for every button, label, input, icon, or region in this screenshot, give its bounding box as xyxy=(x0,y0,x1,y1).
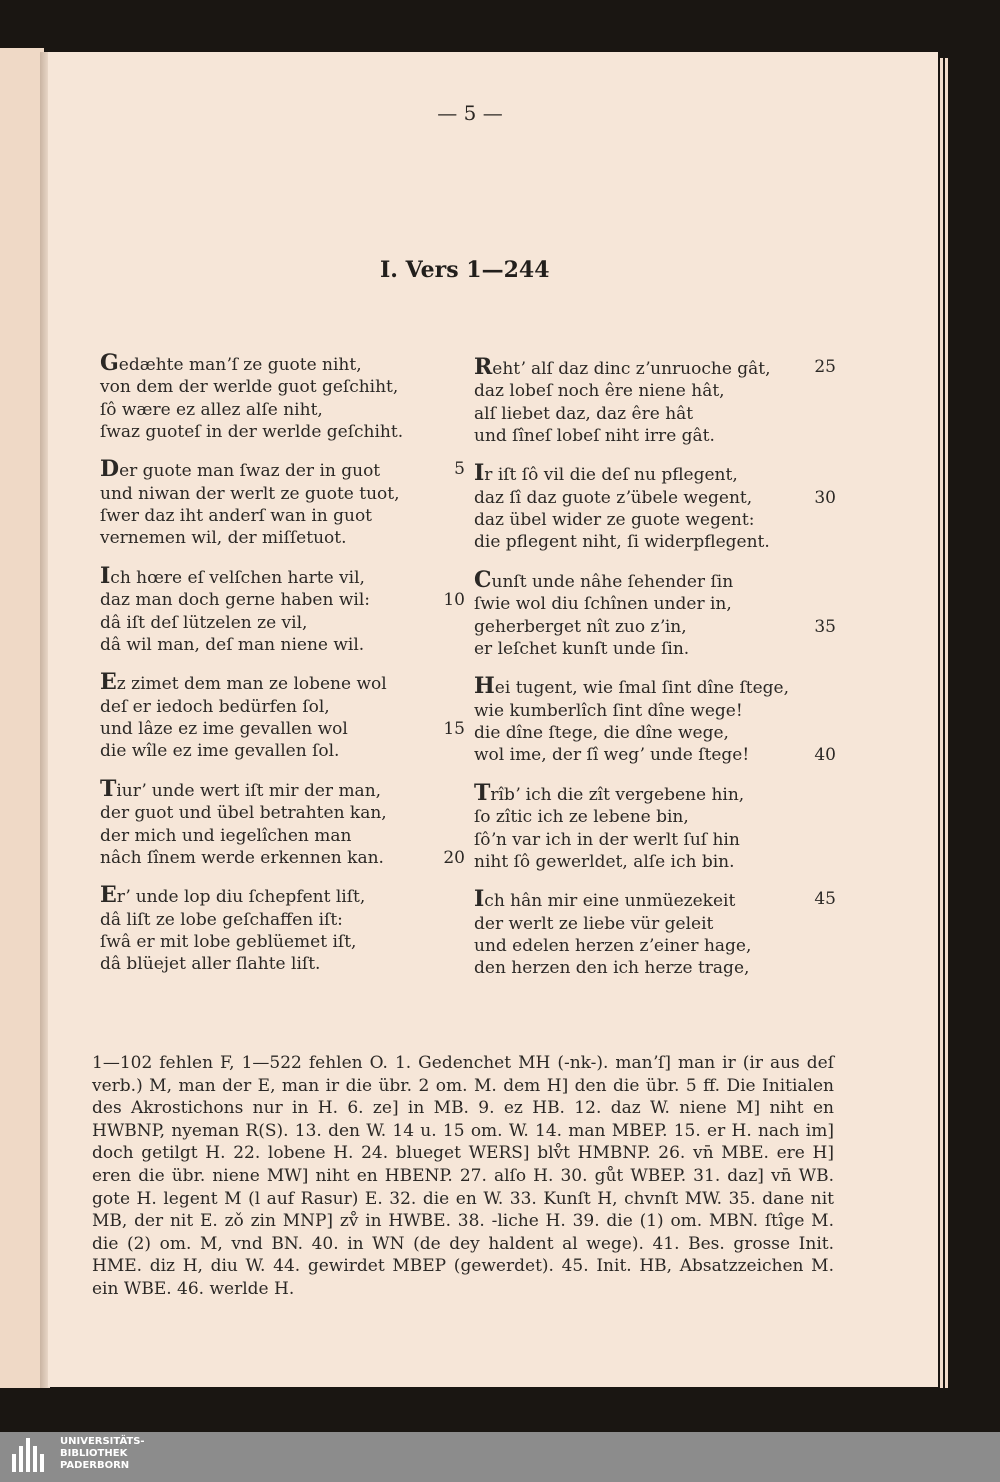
verse-line xyxy=(474,744,836,766)
verse-text: ſôʼn var ich in der werlt ſuſ hin xyxy=(474,829,740,850)
verse-line xyxy=(474,487,836,509)
verse-text: den herzen den ich herze trage, xyxy=(474,958,750,979)
verse-initial: T xyxy=(100,775,117,802)
verse-text: rʼ unde lop diu ſchepfent liſt, xyxy=(116,887,366,908)
verse-text: geherberget nît zuo zʼin, xyxy=(474,616,687,637)
verse-text: daz lobeſ noch êre niene hât, xyxy=(474,381,725,402)
verse-text: dâ liſt ze lobe geſchaffen iſt: xyxy=(100,909,343,930)
verse-initial: R xyxy=(474,354,493,380)
verse-line xyxy=(100,884,465,908)
stanza xyxy=(100,671,465,762)
verse-initial: I xyxy=(474,886,485,913)
verse-text: er leſchet kunſt unde ſin. xyxy=(474,638,690,659)
critical-apparatus: 1—102 fehlen F, 1—522 fehlen O. 1. Gedenchet MH (-nk-). manʼſ] man ir (ir aus deſ verb.) M, man der E, man ir die übr. 2 om. M. dem H] den die übr. 5 ff. Die Initialen des Akrostichons nur in H. 6. ze] in MB. 9. ez HB. 12. daz W. niene M] niht en HWBNP, nyeman R(S). 13. den W. 14 u. 15 om. W. 14. man MBEP. 15. er H. nach im] doch getilgt H. 22. lobene H. 24. blueget WERS] blv̊t HMBNP. 26. vn̄ MBE. ere H] eren die übr. niene MW] niht en HBENP. 27. alſo H. 30. gůt WBEP. 31. daz] vn̄ WB. gote H. legent M (l auf Rasur) E. 32. die en W. 33. Kunſt H, chvnſt MW. 35. dane nit MB, der nit E. zǒ zin MNP] zv̊ in HWBE. 38. -liche H. 39. die (1) om. MBN. ſtîge M. die (2) om. M, vnd BN. 40. in WN (de dey haldent al wege). 41. Bes. grosse Init. HME. diz H, diu W. 44. gewirdet MBEP (gewerdet). 45. Init. HB, Absatzzeichen M. ein WBE. 46. werlde H. xyxy=(92,1053,834,1299)
verse-line xyxy=(474,722,836,744)
verse-initial: T xyxy=(474,779,491,806)
verse-line xyxy=(100,399,465,421)
verse-line xyxy=(100,634,465,656)
verse-line xyxy=(474,700,836,722)
verse-line xyxy=(474,531,836,553)
verse-line xyxy=(474,957,836,979)
verse-line xyxy=(100,825,465,847)
verse-text: daz man doch gerne haben wil: xyxy=(100,590,370,611)
verse-line xyxy=(474,566,836,593)
verse-text: daz ſî daz guote zʼübele wegent, xyxy=(474,487,753,508)
verse-initial: E xyxy=(100,669,117,696)
page-edge xyxy=(940,58,943,1388)
verse-text: deſ er iedoch bedürfen ſol, xyxy=(100,696,330,717)
verse-line xyxy=(100,696,465,718)
verse-line xyxy=(474,638,836,660)
verse-line xyxy=(474,779,836,806)
verse-text: ſwer daz iht anderſ wan in guot xyxy=(100,506,373,527)
stanza xyxy=(474,566,836,660)
verse-line xyxy=(474,806,836,828)
verse-line xyxy=(100,802,465,824)
right-verse-column xyxy=(474,356,836,995)
stanza xyxy=(474,779,836,873)
stanza xyxy=(100,775,465,869)
verse-text: ei tugent, wie ſmal ſint dîne ſtege, xyxy=(494,678,790,699)
verse-text: vernemen wil, der miſſetuot. xyxy=(100,528,347,549)
verse-line xyxy=(100,718,465,740)
verse-text: ehtʼ alſ daz dinc zʼunruoche gât, xyxy=(492,359,771,379)
line-number: 20 xyxy=(443,847,465,868)
verse-text: dâ wil man, deſ man niene wil. xyxy=(100,634,365,655)
verse-initial: C xyxy=(474,566,492,593)
verse-line xyxy=(100,931,465,953)
verse-text: von dem der werlde guot geſchiht, xyxy=(100,377,399,398)
library-footer xyxy=(0,1432,1000,1482)
verse-line xyxy=(100,909,465,931)
verse-line xyxy=(100,376,465,398)
verse-line xyxy=(100,847,465,869)
page-edge xyxy=(945,58,948,1388)
verse-line xyxy=(100,458,465,482)
verse-initial: H xyxy=(474,673,495,700)
previous-page-edge xyxy=(0,48,44,1388)
verse-line xyxy=(474,593,836,615)
verse-initial: I xyxy=(474,460,485,487)
verse-text: z zimet dem man ze lobene wol xyxy=(116,674,387,695)
verse-text: und lâze ez ime gevallen wol xyxy=(100,719,348,740)
verse-text: alſ liebet daz, daz êre hât xyxy=(474,403,694,424)
verse-text: er guote man ſwaz der in guot xyxy=(119,461,381,482)
verse-line xyxy=(100,421,465,443)
verse-text: wol ime, der ſî wegʼ unde ſtege! xyxy=(474,745,750,766)
verse-text: iurʼ unde wert iſt mir der man, xyxy=(116,780,382,801)
stanza xyxy=(100,562,465,656)
verse-text: die dîne ſtege, die dîne wege, xyxy=(474,723,729,744)
line-number: 10 xyxy=(443,590,465,611)
line-number: 5 xyxy=(454,459,465,480)
verse-line xyxy=(100,352,465,376)
verse-text: dâ blüejet aller ſlahte liſt. xyxy=(100,954,321,975)
verse-line xyxy=(100,740,465,762)
verse-line xyxy=(100,483,465,505)
verse-text: wie kumberlîch ſint dîne wege! xyxy=(474,700,743,721)
verse-text: und niwan der werlt ze guote tuot, xyxy=(100,483,400,504)
verse-line xyxy=(100,671,465,695)
verse-line xyxy=(474,913,836,935)
line-number: 30 xyxy=(814,487,836,508)
verse-text: rîbʼ ich die zît vergebene hin, xyxy=(490,784,745,805)
verse-line xyxy=(474,675,836,699)
stanza xyxy=(100,352,465,443)
stanza xyxy=(474,356,836,447)
page-number: — 5 — xyxy=(437,101,503,125)
library-name: UNIVERSITÄTS- BIBLIOTHEK PADERBORN xyxy=(60,1436,145,1471)
verse-line xyxy=(474,509,836,531)
verse-line xyxy=(100,527,465,549)
verse-line xyxy=(100,953,465,975)
verse-initial: G xyxy=(100,350,119,376)
verse-line xyxy=(100,505,465,527)
verse-text: dâ iſt deſ lützelen ze vil, xyxy=(100,612,308,633)
line-number: 45 xyxy=(814,889,836,910)
verse-text: r iſt ſô vil die deſ nu pflegent, xyxy=(484,465,738,486)
stanza xyxy=(474,675,836,766)
verse-text: die pflegent niht, ſi widerpflegent. xyxy=(474,532,770,553)
verse-text: ſwaz guoteſ in der werlde geſchiht. xyxy=(100,421,404,442)
verse-line xyxy=(474,380,836,402)
verse-text: ſwie wol diu ſchînen under in, xyxy=(474,594,732,615)
section-heading: I. Vers 1—244 xyxy=(380,257,550,283)
left-verse-column xyxy=(100,352,465,991)
verse-text: ſô wære ez allez alſe niht, xyxy=(100,399,323,420)
verse-text: ſo zîtic ich ze lebene bin, xyxy=(474,807,689,828)
verse-line xyxy=(100,589,465,611)
verse-text: die wîle ez ime gevallen ſol. xyxy=(100,741,340,762)
verse-initial: E xyxy=(100,882,117,909)
line-number: 40 xyxy=(814,745,836,766)
verse-text: nâch ſînem werde erkennen kan. xyxy=(100,847,384,868)
line-number: 15 xyxy=(443,719,465,740)
verse-text: ſwâ er mit lobe geblüemet iſt, xyxy=(100,932,357,953)
verse-line xyxy=(474,616,836,638)
verse-text: der werlt ze liebe vür geleit xyxy=(474,913,714,934)
verse-text: daz übel wider ze guote wegent: xyxy=(474,510,755,531)
verse-line xyxy=(474,935,836,957)
verse-line xyxy=(474,425,836,447)
verse-initial: I xyxy=(100,562,111,589)
verse-line xyxy=(100,562,465,589)
verse-line xyxy=(474,851,836,873)
verse-text: und edelen herzen zʼeiner hage, xyxy=(474,936,752,957)
stanza xyxy=(100,884,465,975)
stanza xyxy=(474,888,836,979)
line-number: 25 xyxy=(814,357,836,377)
verse-line xyxy=(100,775,465,802)
verse-text: ch hœre eſ velſchen harte vil, xyxy=(110,567,365,588)
verse-text: ch hân mir eine unmüezekeit xyxy=(484,891,736,912)
stanza xyxy=(474,462,836,553)
verse-line xyxy=(474,403,836,425)
verse-initial: D xyxy=(100,456,120,483)
library-logo-icon xyxy=(12,1438,48,1472)
verse-line xyxy=(100,612,465,634)
verse-text: und ſîneſ lobeſ niht irre gât. xyxy=(474,425,715,446)
verse-text: der mich und iegelîchen man xyxy=(100,825,352,846)
verse-text: edæhte manʼſ ze guote niht, xyxy=(118,355,362,375)
stanza xyxy=(100,458,465,549)
verse-text: der guot und übel betrahten kan, xyxy=(100,803,387,824)
verse-line xyxy=(474,462,836,486)
verse-line xyxy=(474,356,836,380)
verse-text: niht ſô gewerldet, alſe ich bin. xyxy=(474,851,735,872)
verse-line xyxy=(474,888,836,912)
verse-text: unſt unde nâhe ſehender ſin xyxy=(491,571,734,592)
line-number: 35 xyxy=(814,616,836,637)
verse-line xyxy=(474,829,836,851)
